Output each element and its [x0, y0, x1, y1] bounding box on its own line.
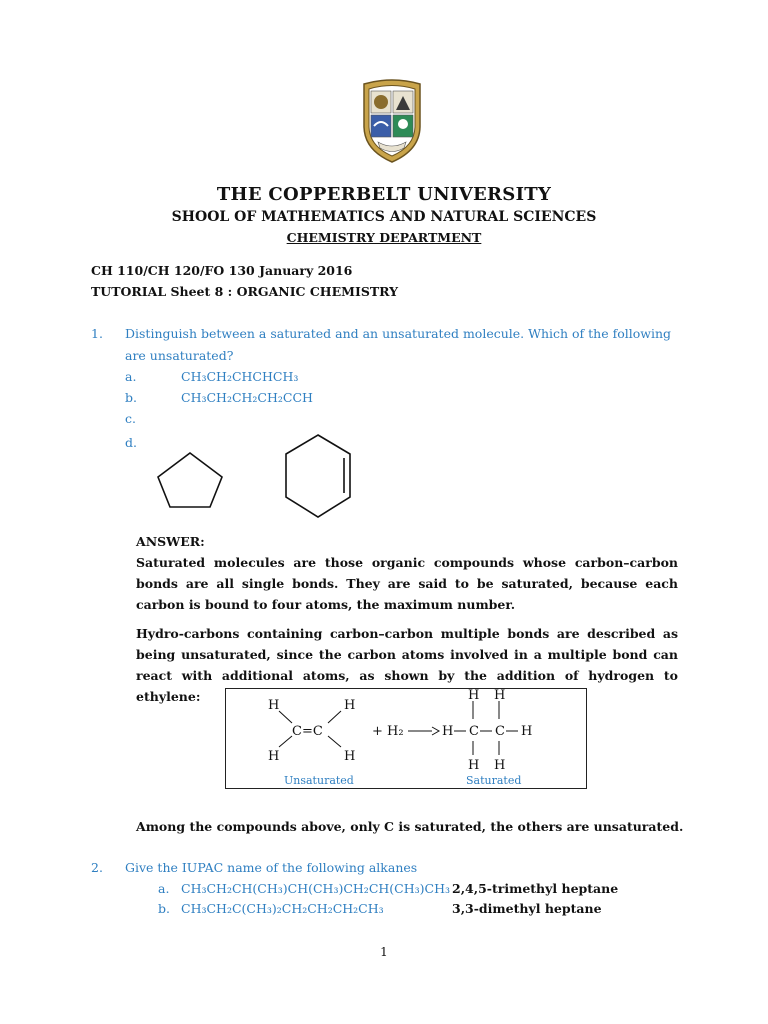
option-b-formula: CH₃CH₂CH₂CH₂CCH: [181, 390, 313, 405]
question-2-text: Give the IUPAC name of the following alkanes: [125, 860, 418, 875]
page-number: 1: [380, 945, 388, 959]
cyclohexene-structure: [280, 432, 356, 528]
ethylene-h-top-right: H: [344, 698, 356, 713]
item-a-iupac-name: 2,4,5-trimethyl heptane: [452, 881, 619, 896]
department-name: CHEMISTRY DEPARTMENT: [286, 230, 482, 245]
option-d-label: d.: [125, 435, 137, 450]
option-c-label: c.: [125, 411, 136, 426]
reaction-diagram: [226, 689, 586, 788]
ethane-carbon-2: C: [495, 724, 505, 739]
ethylene-double-bond: C=C: [292, 724, 323, 739]
course-codes: CH 110/CH 120/FO 130 January 2016: [91, 263, 353, 278]
ethylene-h-bottom-left: H: [268, 749, 280, 764]
item-a-label: a.: [158, 881, 170, 896]
tutorial-title: TUTORIAL Sheet 8 : ORGANIC CHEMISTRY: [91, 284, 399, 299]
unsaturated-label: Unsaturated: [284, 774, 354, 787]
ethylene-h-bottom-right: H: [344, 749, 356, 764]
plus-hydrogen: + H₂: [372, 724, 404, 739]
ethane-h-bottom-1: H: [468, 758, 480, 773]
answer-paragraph-1: Saturated molecules are those organic compounds whose carbon–carbon bonds are all single bonds. They are said to be saturated, because each carbon is bound to four atoms, the maximum number.: [136, 555, 678, 612]
ethane-carbon-1: C: [469, 724, 479, 739]
answer-conclusion: Among the compounds above, only C is saturated, the others are unsaturated.: [136, 819, 684, 834]
item-b-label: b.: [158, 901, 170, 916]
ethane-h-bottom-2: H: [494, 758, 506, 773]
saturated-label: Saturated: [466, 774, 522, 787]
school-name: SHOOL OF MATHEMATICS AND NATURAL SCIENCES: [171, 209, 597, 225]
university-title: THE COPPERBELT UNIVERSITY: [216, 184, 552, 205]
option-b-label: b.: [125, 390, 137, 405]
question-1-text: Distinguish between a saturated and an unsaturated molecule. Which of the following are unsaturated?: [125, 326, 672, 363]
answer-heading: ANSWER:: [136, 534, 205, 549]
crest-icon: [360, 76, 424, 164]
university-crest: [360, 76, 424, 164]
option-a-label: a.: [125, 369, 137, 384]
question-1-number: 1.: [91, 326, 103, 341]
ethane-h-top-1: H: [468, 689, 480, 703]
answer-paragraph-2: Hydro-carbons containing carbon–carbon multiple bonds are described as being unsaturated, since the carbon atoms involved in a multiple bond can react with additional atoms, as shown by the addition of hydrogen to ethylene:: [136, 626, 678, 704]
question-2-number: 2.: [91, 860, 103, 875]
ethane-h-left: H: [442, 724, 454, 739]
ethane-h-top-2: H: [494, 689, 506, 703]
item-a-formula: CH₃CH₂CH(CH₃)CH(CH₃)CH₂CH(CH₃)CH₃: [181, 881, 450, 896]
item-b-iupac-name: 3,3-dimethyl heptane: [452, 901, 602, 916]
hydrogenation-reaction-figure: [225, 688, 587, 789]
cyclopentane-structure: [152, 450, 228, 510]
ethylene-h-top-left: H: [268, 698, 280, 713]
ethane-h-right: H: [521, 724, 533, 739]
item-b-formula: CH₃CH₂C(CH₃)₂CH₂CH₂CH₂CH₃: [181, 901, 384, 916]
option-a-formula: CH₃CH₂CHCHCH₃: [181, 369, 299, 384]
